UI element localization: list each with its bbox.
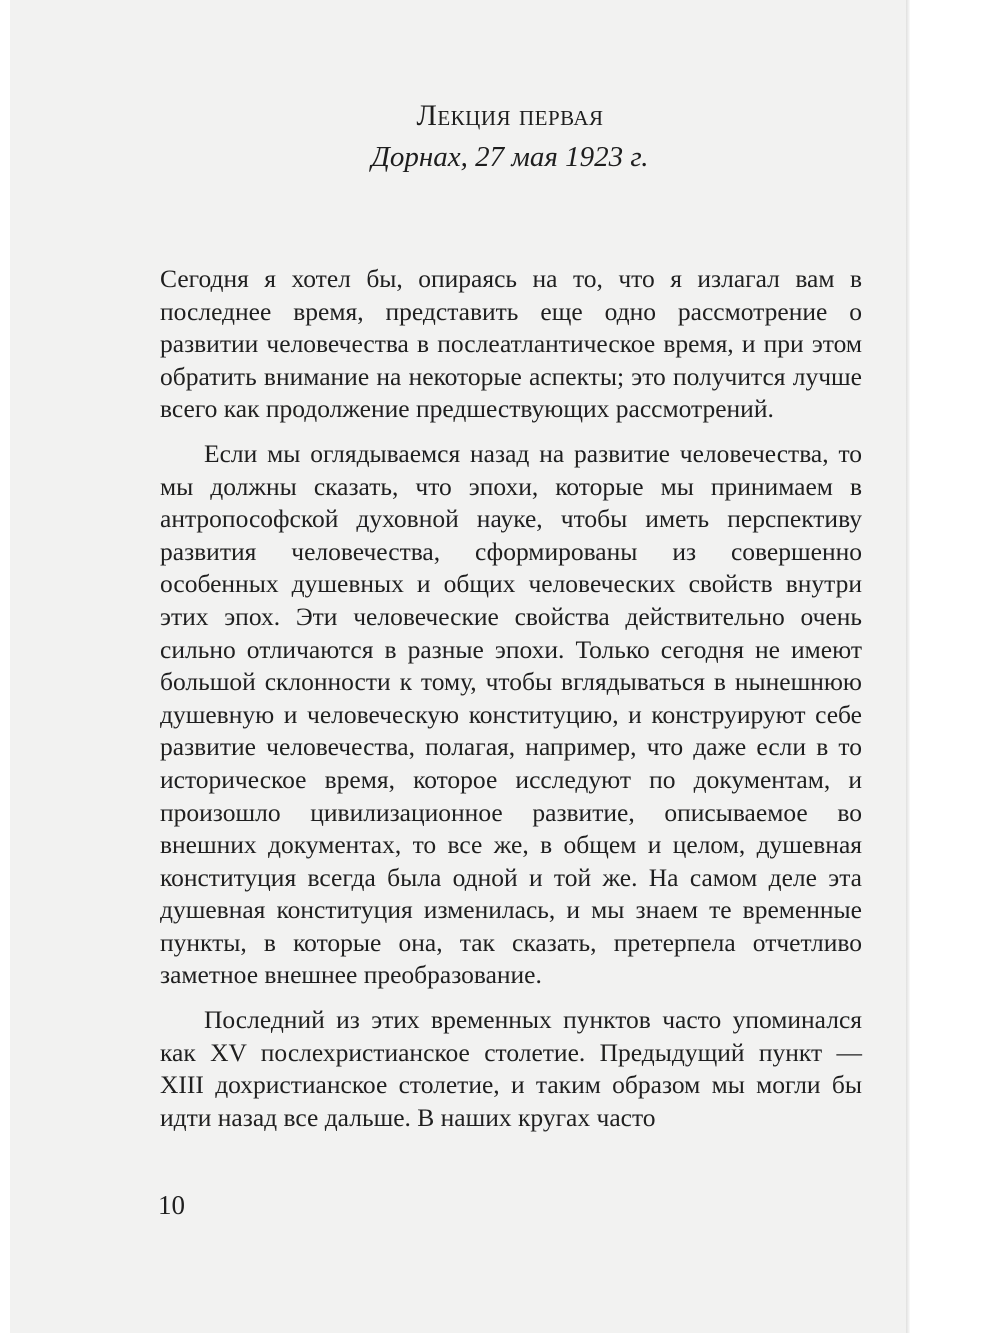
- lecture-title: Лекция первая: [416, 99, 604, 132]
- page-edge: [906, 0, 910, 1333]
- lecture-date-place: Дорнах, 27 мая 1923 г.: [371, 141, 649, 173]
- paragraph-3: Последний из этих временных пунктов часто упоминался как XV послехристианское столетие. Предыдущий пункт — XIII дохристианское столетие, и таким образом мы могли бы идти назад все дальше. В наших кругах часто: [160, 1005, 862, 1132]
- body-text: [160, 263, 862, 1134]
- paragraph-2: Если мы оглядываемся назад на развитие человечества, то мы должны сказать, что эпохи, которые мы принимаем в антропософской духовной науке, чтобы иметь перспективу развития человечества, сформированы из совершенно особенных душевных и общих человеческих свойств внутри этих эпох. Эти человеческие свойства действительно очень сильно отличаются в разные эпохи. Только сегодня не имеют большой склонности к тому, чтобы вглядываться в нынешнюю душевную и человеческую конституцию, и конструируют себе развитие человечества, полагая, например, что даже если в то историческое время, которое исследуют по документам, и произошло цивилизационное развитие, описываемое во внешних документах, то все же, в общем и целом, душевная конституция всегда была одной и той же. На самом деле эта душевная конституция изменилась, и мы знаем те временные пункты, в которые она, так сказать, претерпела отчетливо заметное внешнее преобразование.: [160, 438, 862, 990]
- page-number: 10: [158, 1190, 185, 1220]
- lecture-header: [160, 98, 860, 176]
- paragraph-1: Сегодня я хотел бы, опираясь на то, что я излагал вам в последнее время, представить еще одно рассмотрение о развитии человечества в послеатлантическое время, и при этом обратить внимание на некоторые аспекты; это получится лучше всего как продолжение предшествующих рассмотрений.: [160, 264, 862, 424]
